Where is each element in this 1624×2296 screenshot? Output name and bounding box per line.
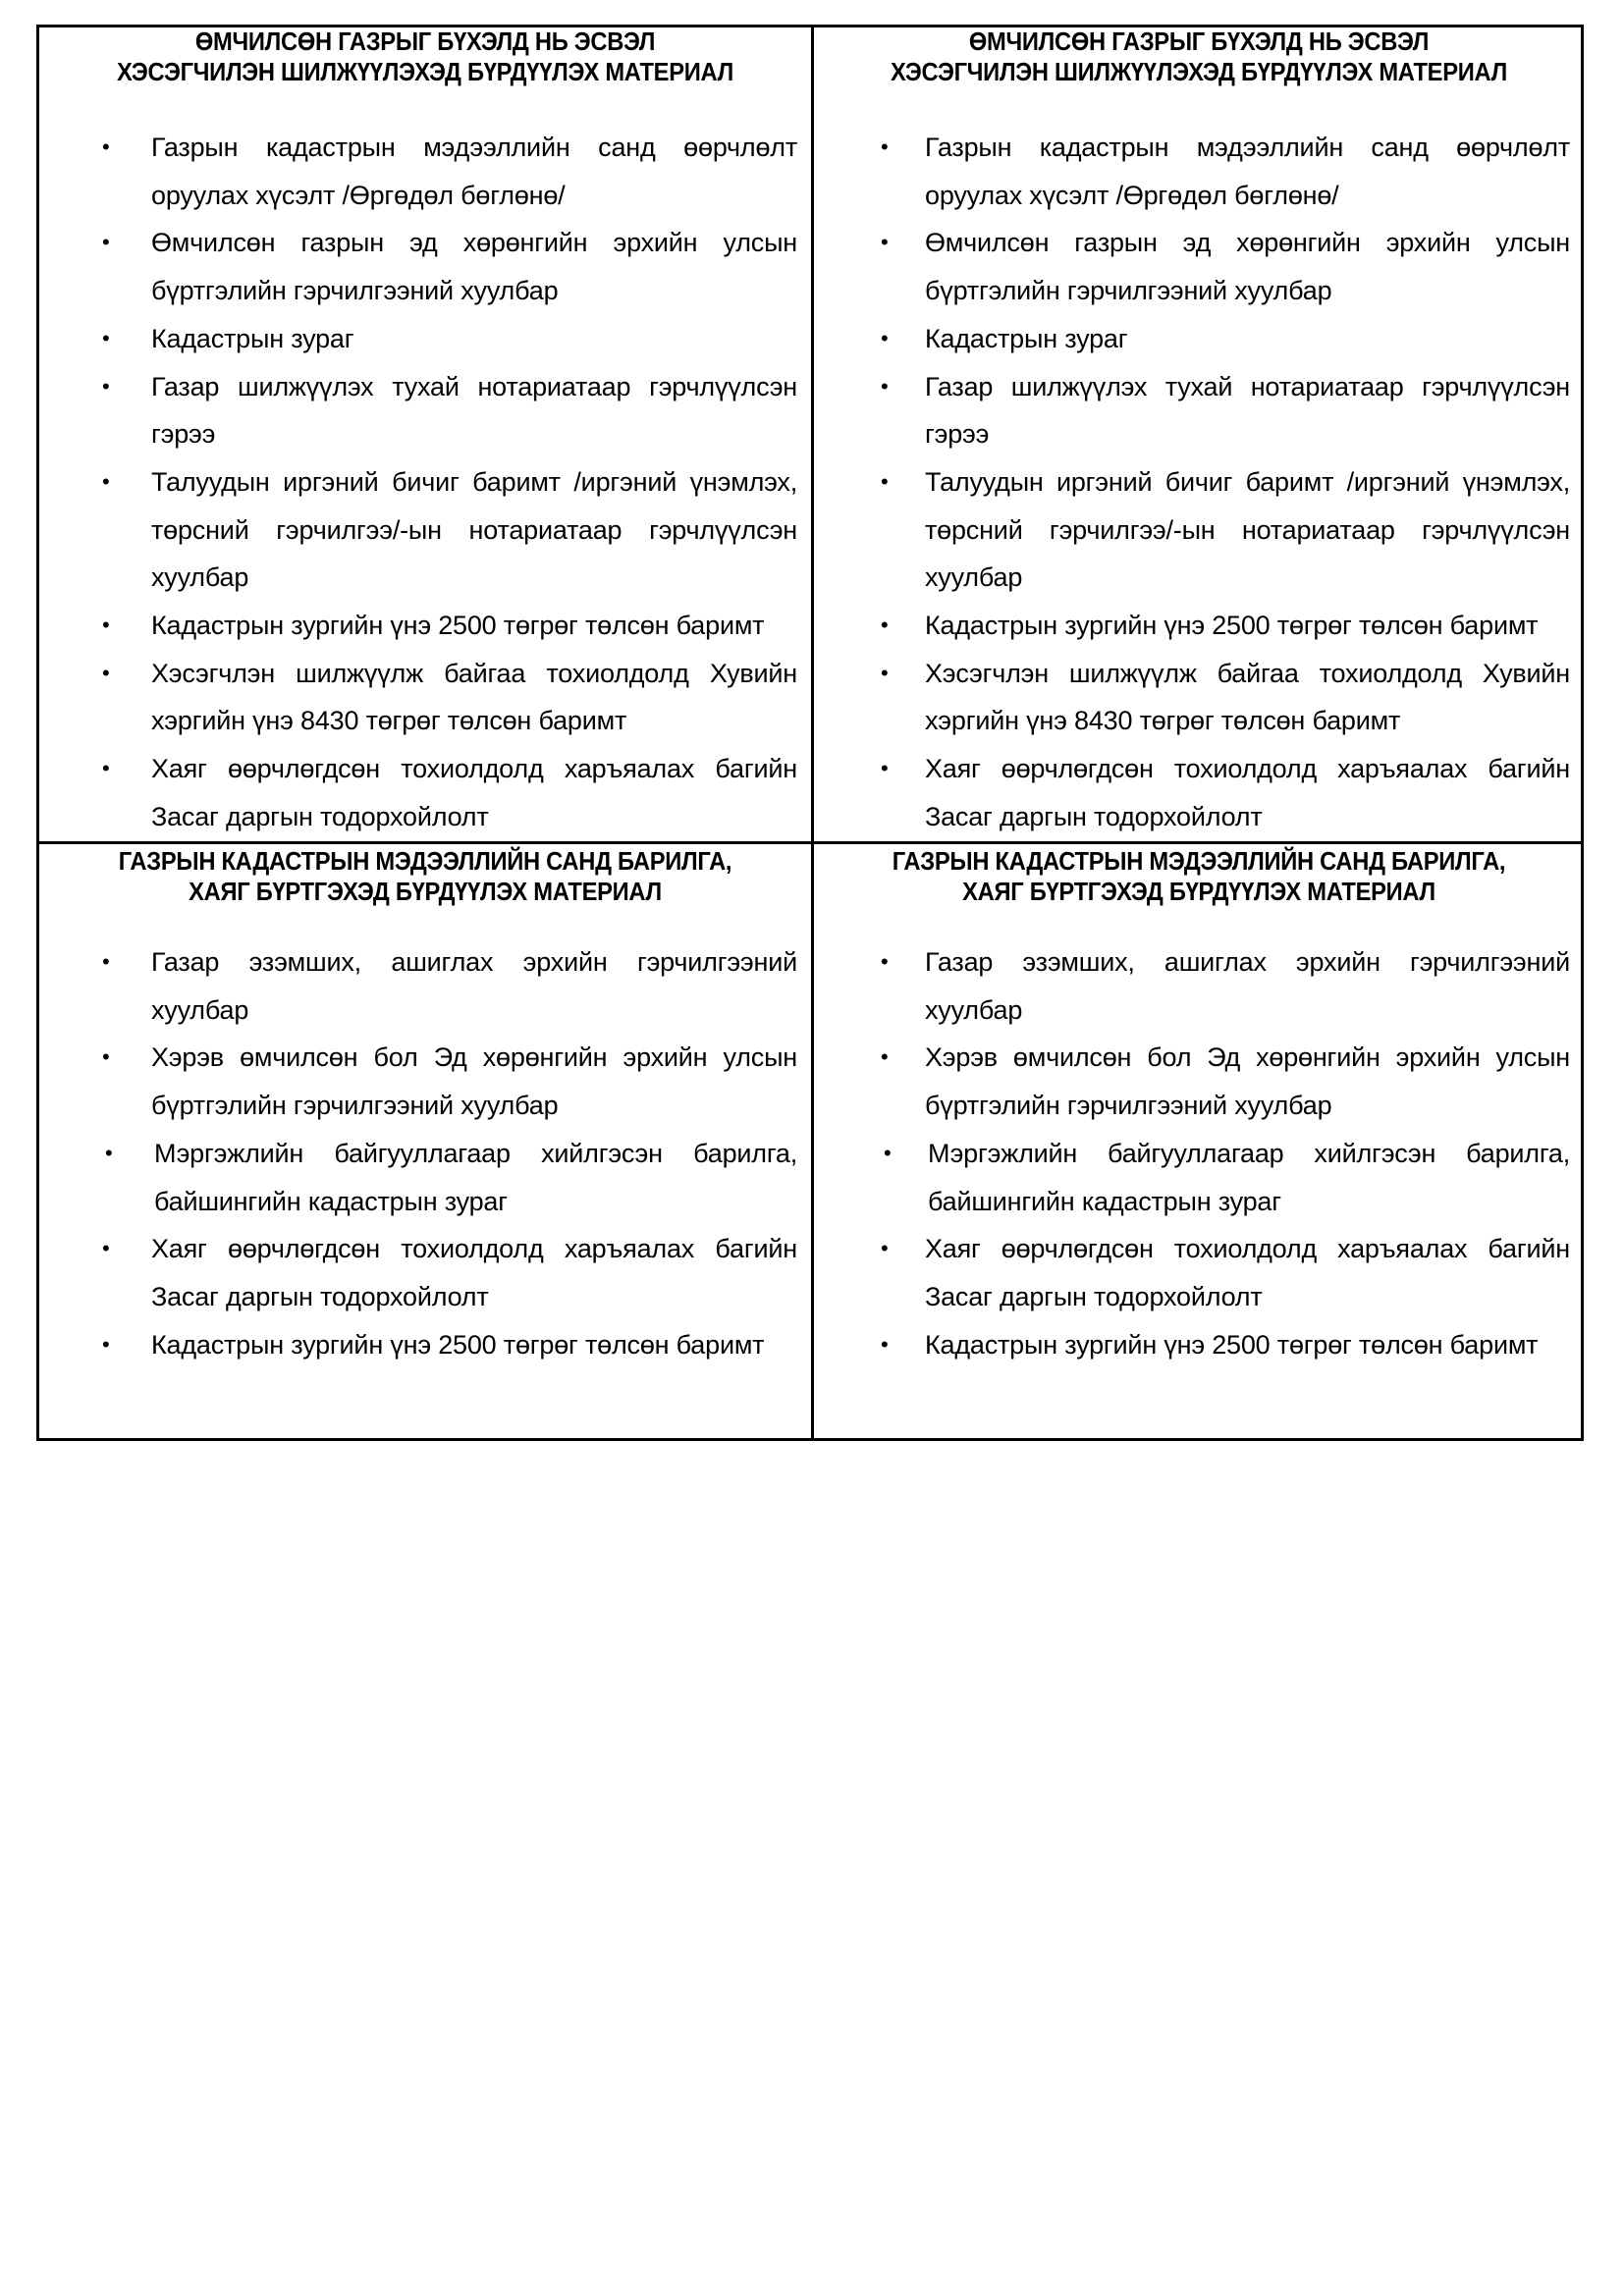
section-title: ГАЗРЫН КАДАСТРЫН МЭДЭЭЛЛИЙН САНД БАРИЛГА, ХАЯГ БҮРТГЭХЭД БҮРДҮҮЛЭХ МАТЕРИАЛ — [892, 848, 1506, 906]
bullet-icon: • — [881, 230, 889, 255]
list-item: • Кадастрын зургийн үнэ 2500 төгрөг төлсөн баримт — [814, 602, 1584, 650]
bullet-icon: • — [102, 949, 110, 974]
cell-building-address-left — [39, 844, 811, 1441]
list-item: • Хаяг өөрчлөгдсөн тохиолдолд харъяалах багийн Засаг даргын тодорхойлолт — [814, 745, 1584, 840]
bullet-icon: • — [105, 1140, 113, 1165]
list-item: • Газрын кадастрын мэдээллийн санд өөрчлөлт оруулах хүсэлт /Өргөдөл бөглөнө/ — [814, 124, 1584, 219]
bullet-icon: • — [102, 230, 110, 255]
list-item: • Газар шилжүүлэх тухай нотариатаар гэрчлүүлсэн гэрээ — [39, 363, 811, 458]
bullet-icon: • — [102, 756, 110, 781]
requirements-list — [814, 124, 1584, 841]
list-item: • Газрын кадастрын мэдээллийн санд өөрчлөлт оруулах хүсэлт /Өргөдөл бөглөнө/ — [39, 124, 811, 219]
bullet-icon: • — [102, 1236, 110, 1261]
bullet-icon: • — [102, 613, 110, 638]
list-item: • Кадастрын зургийн үнэ 2500 төгрөг төлсөн баримт — [814, 1321, 1584, 1369]
list-item: • Талуудын иргэний бичиг баримт /иргэний үнэмлэх, төрсний гэрчилгээ/-ын нотариатаар гэрчлүүлсэн хуулбар — [814, 458, 1584, 602]
bullet-icon: • — [881, 1236, 889, 1261]
cell-land-transfer-right — [814, 27, 1584, 841]
bullet-icon: • — [884, 1140, 892, 1165]
section-title: ӨМЧИЛСӨН ГАЗРЫГ БҮХЭЛД НЬ ЭСВЭЛ ХЭСЭГЧИЛЭН ШИЛЖҮҮЛЭХЭД БҮРДҮҮЛЭХ МАТЕРИАЛ — [116, 28, 734, 86]
list-item: • Мэргэжлийн байгууллагаар хийлгэсэн барилга, байшингийн кадастрын зураг — [814, 1130, 1584, 1225]
bullet-icon: • — [102, 1044, 110, 1070]
list-item: • Хаяг өөрчлөгдсөн тохиолдолд харъяалах багийн Засаг даргын тодорхойлолт — [814, 1225, 1584, 1320]
bullet-icon: • — [102, 468, 110, 494]
list-item: • Газар эзэмших, ашиглах эрхийн гэрчилгээний хуулбар — [39, 938, 811, 1034]
bullet-icon: • — [102, 373, 110, 399]
requirements-list — [39, 938, 811, 1368]
bullet-icon: • — [881, 134, 889, 159]
bullet-icon: • — [881, 660, 889, 685]
bullet-icon: • — [881, 1331, 889, 1357]
list-item: • Кадастрын зургийн үнэ 2500 төгрөг төлсөн баримт — [39, 602, 811, 650]
list-item: • Хэсэгчлэн шилжүүлж байгаа тохиолдолд Хувийн хэргийн үнэ 8430 төгрөг төлсөн баримт — [39, 650, 811, 745]
list-item: • Хэсэгчлэн шилжүүлж байгаа тохиолдолд Хувийн хэргийн үнэ 8430 төгрөг төлсөн баримт — [814, 650, 1584, 745]
bullet-icon: • — [881, 325, 889, 350]
bullet-icon: • — [881, 1044, 889, 1070]
bullet-icon: • — [881, 373, 889, 399]
list-item: • Хэрэв өмчилсөн бол Эд хөрөнгийн эрхийн улсын бүртгэлийн гэрчилгээний хуулбар — [39, 1034, 811, 1129]
bullet-icon: • — [881, 949, 889, 974]
bullet-icon: • — [881, 468, 889, 494]
bullet-icon: • — [102, 1331, 110, 1357]
list-item: • Хаяг өөрчлөгдсөн тохиолдолд харъяалах багийн Засаг даргын тодорхойлолт — [39, 1225, 811, 1320]
list-item: • Хаяг өөрчлөгдсөн тохиолдолд харъяалах багийн Засаг даргын тодорхойлолт — [39, 745, 811, 840]
list-item: • Өмчилсөн газрын эд хөрөнгийн эрхийн улсын бүртгэлийн гэрчилгээний хуулбар — [814, 219, 1584, 314]
section-title: ӨМЧИЛСӨН ГАЗРЫГ БҮХЭЛД НЬ ЭСВЭЛ ХЭСЭГЧИЛЭН ШИЛЖҮҮЛЭХЭД БҮРДҮҮЛЭХ МАТЕРИАЛ — [890, 28, 1508, 86]
list-item: • Газар шилжүүлэх тухай нотариатаар гэрчлүүлсэн гэрээ — [814, 363, 1584, 458]
cell-land-transfer-left — [39, 27, 811, 841]
bullet-icon: • — [102, 660, 110, 685]
bullet-icon: • — [881, 756, 889, 781]
list-item: • Өмчилсөн газрын эд хөрөнгийн эрхийн улсын бүртгэлийн гэрчилгээний хуулбар — [39, 219, 811, 314]
bullet-icon: • — [881, 613, 889, 638]
list-item: • Талуудын иргэний бичиг баримт /иргэний үнэмлэх, төрсний гэрчилгээ/-ын нотариатаар гэрчлүүлсэн хуулбар — [39, 458, 811, 602]
bullet-icon: • — [102, 325, 110, 350]
requirements-table — [36, 25, 1584, 1441]
section-title: ГАЗРЫН КАДАСТРЫН МЭДЭЭЛЛИЙН САНД БАРИЛГА, ХАЯГ БҮРТГЭХЭД БҮРДҮҮЛЭХ МАТЕРИАЛ — [118, 848, 732, 906]
list-item: • Кадастрын зураг — [814, 315, 1584, 363]
requirements-list — [39, 124, 811, 841]
list-item: • Мэргэжлийн байгууллагаар хийлгэсэн барилга, байшингийн кадастрын зураг — [39, 1130, 811, 1225]
bullet-icon: • — [102, 134, 110, 159]
list-item: • Кадастрын зургийн үнэ 2500 төгрөг төлсөн баримт — [39, 1321, 811, 1369]
list-item: • Кадастрын зураг — [39, 315, 811, 363]
requirements-list — [814, 938, 1584, 1368]
list-item: • Газар эзэмших, ашиглах эрхийн гэрчилгээний хуулбар — [814, 938, 1584, 1034]
list-item: • Хэрэв өмчилсөн бол Эд хөрөнгийн эрхийн улсын бүртгэлийн гэрчилгээний хуулбар — [814, 1034, 1584, 1129]
cell-building-address-right — [814, 844, 1584, 1441]
